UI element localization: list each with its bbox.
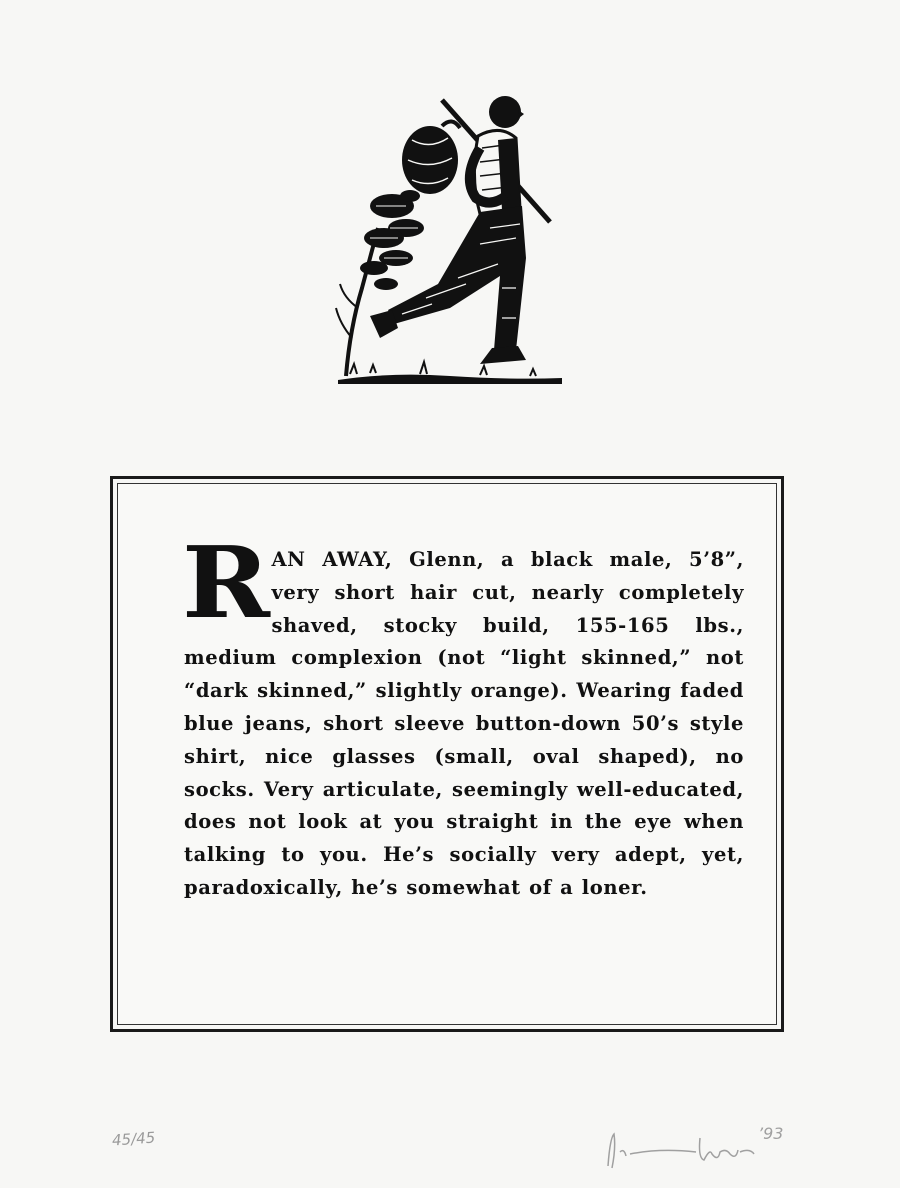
edition-number: 45/45 [111,1128,156,1150]
notice-text-block [182,526,744,905]
runaway-figure-illustration [330,88,570,388]
notice-frame [110,476,784,1032]
signature-year: ’93 [758,1124,784,1143]
notice-body-text: AN AWAY, Glenn, a black male, 5’8”, very short hair cut, nearly completely shaved, stocky build, 155-165 lbs., medium complexion (not “light skinned,” not “dark skinned,” slightly orange). Wearing faded blue jeans, short sleeve button-down 50’s style shirt, nice glasses (small, oval shaped), no socks. Very articulate, seemingly well-educated, does not look at you straight in the eye when talking to you. He’s socially very adept, yet, paradoxically, he’s somewhat of a loner. [184,548,744,899]
notice-frame-inner [117,483,777,1025]
drop-cap: R [182,526,266,641]
